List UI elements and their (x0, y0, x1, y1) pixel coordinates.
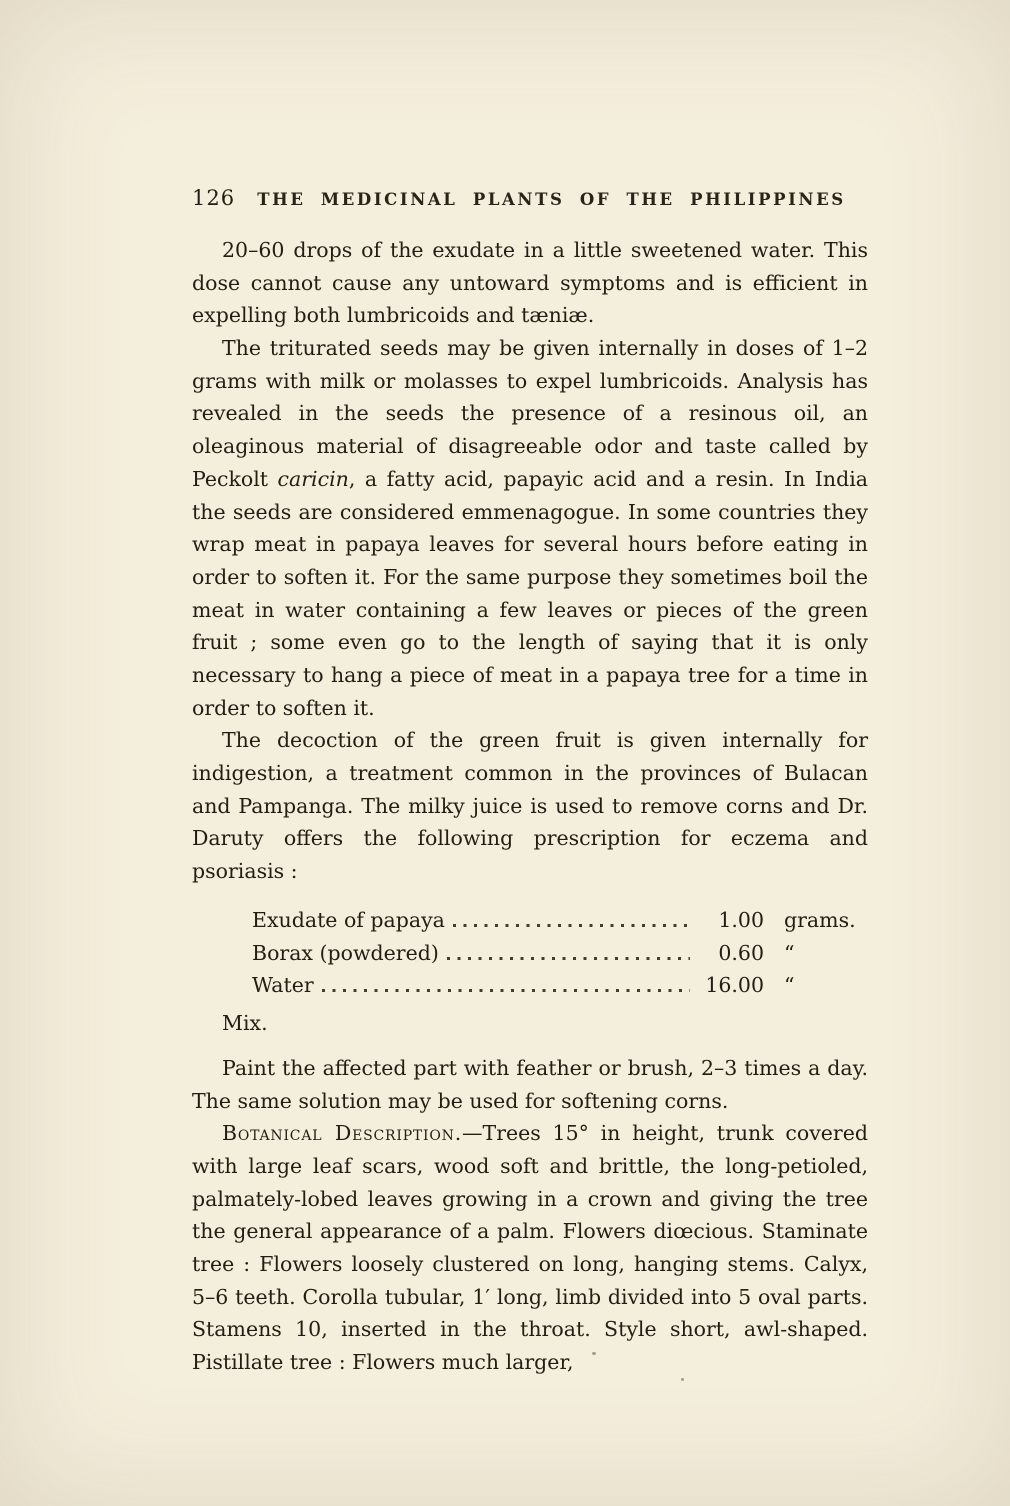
prescription-block (192, 904, 868, 1040)
ingredient-name: Water (252, 973, 314, 998)
mix-label: Mix. (222, 1011, 268, 1036)
scan-speck (681, 1378, 684, 1381)
ingredient-amount: 1.00 (718, 907, 764, 932)
dot-leader (447, 957, 690, 960)
botanical-description-heading: Botanical Description. (222, 1121, 463, 1146)
prescription-row (192, 937, 868, 970)
scan-speck (592, 1352, 596, 1355)
paragraph-paint-instructions: Paint the affected part with feather or brush, 2–3 times a day. The same solution may be used for softening corns. (192, 1055, 868, 1113)
ingredient-unit: grams. (784, 907, 856, 932)
paragraph-triturated-seeds (192, 332, 868, 724)
ingredient-unit: “ (784, 940, 795, 965)
prescription-row (192, 904, 868, 937)
italic-term-caricin: caricin (277, 466, 349, 491)
paragraph-text: —Trees 15° in height, trunk covered with large leaf scars, wood soft and brittle, the long-petioled, palmately-lobed leaves growing in a crown and giving the tree the general appearance of a palm. Flowers diœcious. Staminate tree : Flowers loosely clustered on long, hanging stems. Calyx, 5–6 teeth. Corolla tubular, 1′ long, limb divided into 5 oval parts. Stamens 10, inserted in the throat. Style short, awl-shaped. Pistillate tree : Flowers much larger, (192, 1121, 868, 1375)
dot-leader (453, 924, 690, 927)
scan-speck (284, 1300, 287, 1302)
prescription-row (192, 969, 868, 1002)
page-body (192, 234, 868, 1379)
text-block (192, 186, 868, 1379)
paragraph-text: , a fatty acid, papayic acid and a resin. In India the seeds are considered emmenagogue. In some countries they wrap meat in papaya leaves for several hours before eating in order to soften it. For the same purpose they sometimes boil the meat in water containing a few leaves or pieces of the green fruit ; some even go to the length of saying that it is only necessary to hang a piece of meat in a papaya tree for a time in order to soften it. (192, 466, 869, 720)
page-header (192, 186, 868, 210)
paragraph-decoction: The decoction of the green fruit is given internally for indigestion, a treatment common in the provinces of Bulacan and Pampanga. The milky juice is used to remove corns and Dr. Daruty offers the following prescription for eczema and psoriasis : (192, 728, 868, 884)
paragraph-exudate-dose: 20–60 drops of the exudate in a little sweetened water. This dose cannot cause any untoward symptoms and is efficient in expelling both lumbricoids and tæniæ. (192, 238, 868, 328)
paragraph-text: The triturated seeds may be given internally in doses of 1–2 grams with milk or molasses to expel lumbricoids. Analysis has revealed in the seeds the presence of a resinous oil, an oleaginous material of disagreeable odor and taste called by Peckolt (192, 336, 868, 491)
running-title: THE MEDICINAL PLANTS OF THE PHILIPPINES (257, 190, 846, 209)
paragraph-botanical-description (192, 1117, 868, 1379)
ingredient-name: Borax (powdered) (252, 940, 439, 965)
ingredient-unit: “ (784, 973, 795, 998)
ingredient-name: Exudate of papaya (252, 907, 445, 932)
ingredient-amount: 0.60 (718, 940, 764, 965)
dot-leader (322, 989, 690, 992)
ingredient-amount: 16.00 (705, 973, 764, 998)
page-number: 126 (192, 186, 236, 210)
